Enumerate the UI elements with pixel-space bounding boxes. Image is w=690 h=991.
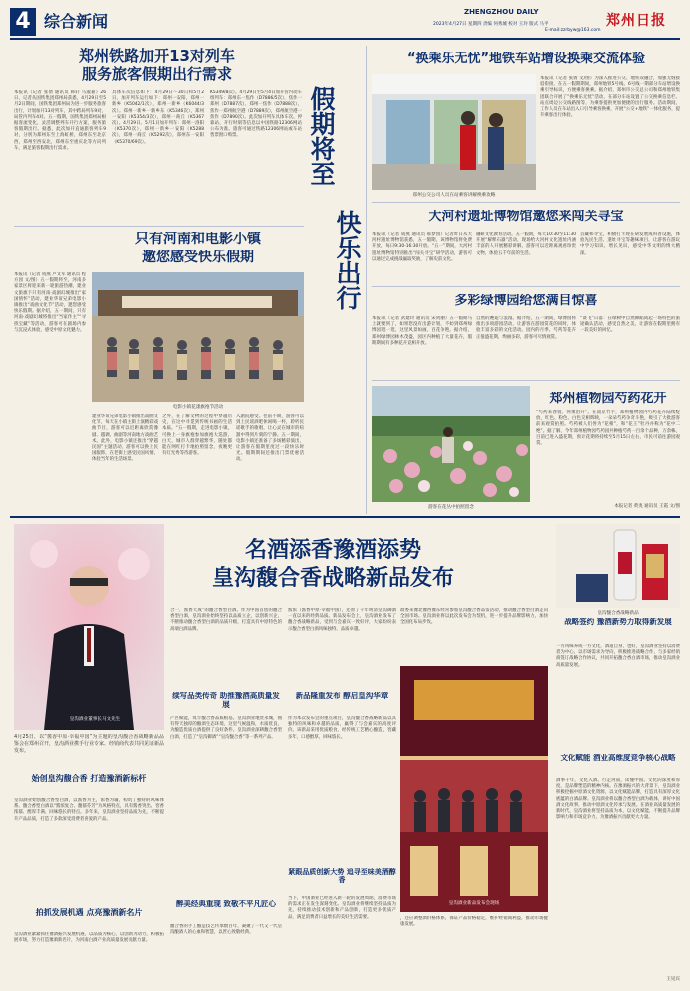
metro-photo [372,74,536,190]
a4-column-1: 本报讯（记者 成燕 通讯员 郝梦园）记者昨日从大河村遗址博物馆获悉，五一假期，该博物馆将免费开放，每日9:30-16:30开放。“五一”期间，大河村遗址博物馆特别推出“闯关寻宝”研学活动，游客可以通过完成挑战赢取奖励，了解史前文化。 [372,232,472,262]
a1-column-2: 具体车次信息如下：4月29日～30日和5月2日，加开列车运行如下：郑州一安阳，郑州一新乡（K5042/1次），郑州一新乡（K6044/3次）。郑州一新乡一新乡东（K5346次），郑州一安阳（K5354/3次），郑州一商丘（K5367次）。4月29日、5月1日加开列车：郑州一洛阳（K5370次），郑州一新乡一安阳（K5288次），郑州一商丘（K5292次），郑州东一安阳（K5370/69次）。 [112,90,204,145]
product-bottle-photo [556,524,680,608]
a7-column-3c: 当下，中国酒业已经进入新一轮的发展周期，消费市场的需求正在发生深刻变化。皇沟酒业将继续坚持品质为先，持续推动技术创新和产品创新，打造更多优质产品，满足消费者日益增长的美好生活需要。 [288,896,396,920]
a5-divider [372,380,680,381]
a7-column-2b: 产区赋能，筑牢馥合香品质根基。皇沟酒业地处永城，拥有得天独厚的酿酒生态环境，这里气候温和，水质优良，为酿造优质白酒提供了良好条件。皇沟酒业深耕馥合香型白酒，打造了“皇沟御酒”“皇沟馥合香”等一系列产品。 [170,716,282,740]
theme-title-vertical-2: 快乐出行 [333,210,362,310]
a7-column-3: 酱浓（酱香中原·幸福中国），还原了千年明清皇沟御酒一直以来的经典品质。新品发布会上，皇沟酒业发布了馥合香战略新品，受到与会嘉宾一致好评，大家纷纷表示馥合香型白酒风味独特、品质卓越。 [288,608,396,632]
a7-subhead-2: 拍抓发展机遇 点亮豫酒新名片 [35,908,143,917]
a6-title: 郑州植物园芍药花开 [549,392,667,406]
a3-photo-caption: 郑州公交公司人员在站乘客讲解换乘攻略 [412,193,496,198]
a7-column-1b: 皇沟酒业紧紧抓住豫酒振兴发展机遇，以品质为核心，以创新为动力，积极拓展市场，努力打造豫酒新名片，为河南白酒产业高质量发展贡献力量。 [14,932,164,944]
a7-right-column-2: 酒事千年，文化入酒。行走河南，读懂中国。文化的深度和厚度，是品牌塑造的精神内核。在豫酒振兴的大背景下，皇沟酒业积极挖掘中原酒文化资源，以文化赋能品牌，打造具有深厚文化底蕴的白酒品牌。皇沟酒业将以馥合香型白酒为载体，讲好中国酒文化故事，推动中原酒文化传承与发展。在酒业高质量发展的新时代，皇沟酒业将坚持品质为本，以文化赋能，不断提升品牌影响力和市场竞争力，为豫酒振兴贡献更大力量。 [556,778,680,821]
a5-column-1: 本报讯（记者 武建玲 通讯员 宋剑丽）五一假期马上就要到了，如果您没有出游计划，不妨到郑州绿博园逛一逛，这里风景如画，百花争艳。据介绍，郑州绿博园林木茂盛，园区内种植了大量花卉，假期期间有多种花卉竞相开放。 [372,316,472,346]
a7-title-line2: 皇沟馥合香战略新品发布 [211,566,454,591]
a3-title: “换乘乐无忧”地铁车站增设换乘交流体验 [406,52,646,66]
page-number: 4 [10,8,36,36]
a7-right-subhead-1: 战略签约 豫酒新势力取得新发展 [564,618,672,626]
column-divider [366,46,367,514]
a7-subhead-4: 醉美经典重现 致敬不平凡匠心 [175,900,277,908]
a4-divider [372,286,680,287]
a6-body: “芍药来春俏，何须泪开”。在南京竹芋，郑州植物园内芍药花卉陆续绽放，红色、粉色、白色交相辉映，一朵朵芍药争奇斗艳，吸引了大批游客前来观赏拍照。芍药被人们誉为“花相”，和“花王”牡丹并称为“花中二绝”。据了解，今年郑州植物园芍药园共种植芍药一百余个品种，万余株，目前已进入盛花期，预计花期将持续至5月15日左右，市民可前往游园观赏。 [536,410,680,447]
a1-column-3: K5349/8次）。4月29日至5月4日加开管内动车组列车：郑州东一焦作（D7886/5次），焦作一郑州（D7887次），郑州一焦作（D7888次），焦作一郑州航空港（D7889次），郑州航空港一焦作（D7890次）。此次加开列车具体车次、停靠站、开行时刻等信息以中国铁路12306网站公布为准。旅客可通过铁路12306网站或车站售票窗口购票。 [210,90,302,139]
a2-column-1: 本报讯（记者 成燕 卢文军 通讯员 程方园 文/图）五一假期将至，河南多家景区将迎来新一轮旅游热潮，建业文旅旗下只有河南·戏剧幻城推出“家国情怀”活动，建业华谊兄弟电影小镇推出“戏曲文化节”活动，邀您感受快乐假期。据介绍，五一期间，只有河南·戏剧幻城将推出“当家作主”“寻找宝藏”等活动，游客可在剧场内参与沉浸式体验，感受中原文化魅力。 [14,272,86,333]
a7-lead: 4月25日，以“酱香中原·幸福中国”为主题的皇沟馥合香战略新品品鉴会在郑州召开，皇沟酒业携手行业专家、经销商代表共同见证新品发布。 [14,734,164,754]
a5-column-3: “谈飞”日落：在绿树中自然舞蹈间起一场特色的旅途确认活动，感受自然之美，让游客在假期里拥有一段美好的回忆。 [580,316,680,334]
a7-right-subhead-2: 文化赋能 酒业高维度竞争核心战略 [560,754,676,762]
paper-english-name: ZHENGZHOU DAILY [464,8,539,16]
header-rule [10,38,680,40]
a1-divider [14,226,304,227]
a2-title-line1: 只有河南和电影小镇 [135,232,261,247]
theme-title-vertical-1: 假期将至 [307,86,336,186]
a1-title-line2: 服务旅客假期出行需求 [81,66,232,83]
a3-divider [372,202,680,203]
section-title: 综合新闻 [44,12,109,31]
a6-byline: 本报记者 黄夷 通讯员 王霞 文/图 [614,504,680,509]
date-line: 2023年4月27日 星期四 责编 何秀城 校对 王玲 版式 马平 [433,22,549,27]
a7-column-4: 政委来豫北豫西豫东经常参加皇沟馥合香品鉴活动，推动馥合香型白酒走向全国市场。皇沟酒业将以此次发布会为契机，进一步提升品牌影响力，加快全国化布局步伐。 [400,608,548,626]
section-divider [10,516,680,518]
a6-photo-caption: 游客在花丛中拍照留念 [428,505,474,510]
product-photo-caption: 皇沟馥合香战略新品 [597,611,639,616]
a4-column-2: 融研文化教育活动。五一假期，每天10:30至11:30开展“解释石器”活动，现场给大河村文化遗址内涵丰富的人开展精彩讲解，游客可以近距离观看珍贵文物，体验五千年前的生活。 [476,232,576,256]
newspaper-logo: 郑州日报 [606,13,666,29]
a7-column-3b: 作为本次发布会的重点项目，皇沟馥合香战略新品以其独特的风味和卓越的品质，赢得了与会嘉宾的高度评价。该新品采用优质粮食，经传统工艺精心酿造，窖藏多年，口感醇厚，回味悠长。 [288,716,396,740]
a7-title-line1: 名酒添香豫酒添势 [244,538,421,563]
chairman-photo-caption: 皇沟酒业董事长马文先生 [69,717,121,722]
a5-column-2: 自然的邂逅与浪漫。据介绍，五一期间，绿博园将推出多项游园活动，让游客在游园赏花的同时，体验丰富多彩的文化活动。园内的月季、芍药等花卉正值盛花期，绚丽多彩，游客可尽情观赏。 [476,316,576,340]
a7-subhead-6: 紧跟品质创新大势 追寻至味美酒醇香 [288,868,396,885]
a1-column-1: 本报讯（记者 张倩 通讯员 韩轩 马淑嘉）26日，记者从国铁集团郑州局获悉，4月29日至5月2日期间，国铁集团郑州局为进一步服务旅客出行，计划加开13对列车，其中跨局列车9对，局管内列车4对。五一假期，国铁集团郑州局根据客流变化，灵活调整列车开行方案，服务旅客假期出行。据悉，此次加开直通旅客列车9对，分别为郑州东至上海虹桥，郑州东至北京西，郑州至西安北，郑州东至重庆北等方向列车，满足旅客假期出行需求。 [14,90,106,151]
a5-title: 多彩绿博园给您满目惊喜 [454,294,598,308]
a4-title: 大河村遗址博物馆邀您来闯关寻宝 [428,210,624,224]
a7-subhead-5: 新品隆重发布 醇启皇沟华章 [295,692,389,700]
a7-column-2c: 馥合香的手工酿造技艺传承数百年，凝聚了一代又一代皇沟酿酒人的心血和智慧，以匠心致敬经典。 [170,924,282,936]
a3-body: 本报讯（记者 张倩 文/图）为深入推进公交、地铁双融合，加强无缝接驳衔接，在五一假期期间，郑州地铁5号线、6号线一期部分车站增设换乘引导标识，方便乘客换乘。据介绍，郑州市公交总公司和郑州地铁集团联合开展了“换乘乐无忧”活动，在部分车站设置了公交换乘信息栏、站点周边公交线路图等，为乘客提供更加便捷的出行服务。活动期间，工作人员在车站出入口引导乘客换乘，开展“公交+地铁”一体化服务，提升乘客出行体验。 [540,76,680,119]
a1-title-line1: 郑州铁路加开13对列车 [79,48,235,65]
a7-right-column-1: 一方风味养成一方文化，酒道自身，也好，皇沟酒业坚持以消费者为中心，以市场需求为导向，积极推进战略合作，与多家经销商签订战略合作协议，共同开拓馥合香白酒市场，推动皇沟酒业高质量发展。 [556,644,680,668]
editor-email: E-mail:zzrbyw@163.com [545,28,601,33]
a2-column-3: 之外，在了解文物的过程中穿越历史，在这中寻觅到传统书画的生活本质。“五一假期，走进电影小镇，可换上一身旗袍参加旗袍大巡游，白天，城市人群穿越繁华，随处都能在网红打卡地拍照留念，夜晚更有灯光秀等待游客。 [162,414,232,457]
conference-photo-caption: 皇沟酒业新品发布会现场 [448,901,500,906]
a7-subhead-3: 续写品类传奇 助推豫酒高质量发展 [172,692,280,709]
a7-column-1: 皇沟酒业始创馥合香型白酒，以酱香为主，浓香为辅，构筑了独特的风味体系。馥合香型白酒以“酱浓复合、馥郁芬芳”为风格特点，具有酱香突出、窖香浓郁、醇厚丰满、回味悠长的特点。多年来，皇沟酒业坚持品质为先，不断提升产品品质，打造了多款深受消费者喜爱的产品。 [14,798,164,822]
a2-column-2: 建业华谊兄弟电影小镇推出戏曲文化节，每天在小镇主街上演精彩戏曲节目，游客可以近距离欣赏豫剧、越调、曲剧等河南地方戏曲艺术。此外，电影小镇还推出“穿越民国”主题活动，游客可以换上民国服饰，在老街上感受民国风情，体验当年的生活场景。 [92,414,158,463]
a2-photo-caption: 电影小镇花漾旗袍节活动 [172,405,224,410]
peony-photo [372,386,530,502]
a7-column-4b: ，还应调整酒价格体系，保证产品价格稳定，维护经销商利益，推动市场健康发展。 [400,916,548,928]
a4-column-3: 首藏和寻宝，积极打卡现在研发展成科普设施，体验先民生活、遗址寻宝等趣味项目，让游客在游玩中学习知识、增长见识，感受中华文明的博大精深。 [580,232,680,256]
conference-photo [400,666,548,912]
a7-author: 王见宾 [666,977,680,982]
chairman-photo [14,524,164,730]
a2-column-4: 入剧院感受。往前不期，游客可以到上民谣酒吧休闲喝一杯，聆听民谣歌手的歌唱，让心灵在城市的喧嚣中得到片刻的宁静。五一期间，电影小镇还准备了多场精彩演出，让游客在假期里度过一段快乐时光。假期期间还推出门票优惠活动。 [236,414,304,463]
movie-town-photo [92,272,304,402]
a7-subhead-1: 始创皇沟馥合香 打造豫酒新标杆 [31,774,147,783]
a2-title-line2: 邀您感受快乐假期 [142,250,254,265]
a7-column-2: 合一，酱香天成”的馥合香型白酒。作为中国首创的馥合香型白酒，皇沟酒业始终坚持以品质立企，以创新兴企，不断推动馥合香型白酒的品质升级，打造具有中原特色的高端白酒品牌。 [170,608,282,632]
